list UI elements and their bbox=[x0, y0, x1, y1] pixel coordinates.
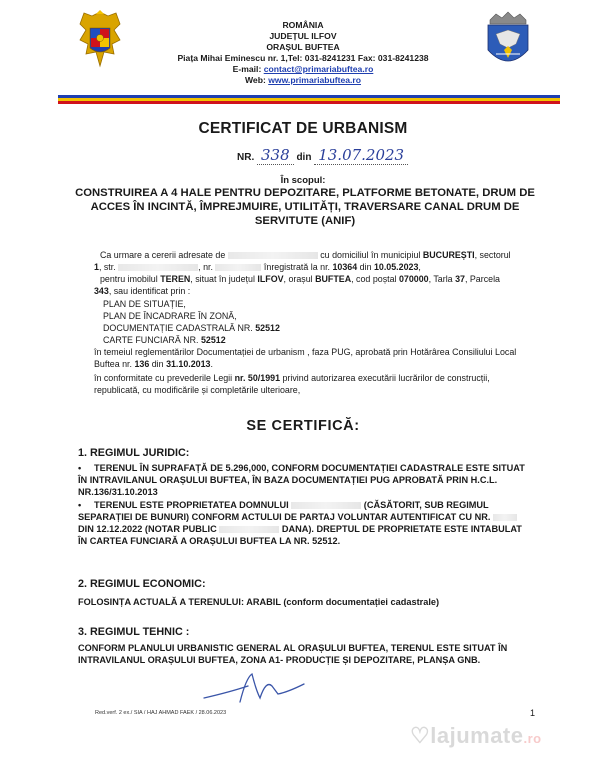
intro-line-3: pentru imobilul TEREN, situat în județul ILFOV, orașul BUFTEA, cod poștal 070000, Tarla 37, Parcela bbox=[100, 274, 500, 284]
doc-item-1: PLAN DE SITUAȚIE, bbox=[103, 299, 186, 309]
handwritten-number: 338 bbox=[257, 146, 294, 165]
doc-item-4: CARTE FUNCIARĂ NR. 52512 bbox=[103, 335, 226, 345]
header-town: ORAȘUL BUFTEA bbox=[266, 42, 340, 52]
redacted-owner bbox=[291, 502, 361, 509]
header-country: ROMÂNIA bbox=[282, 20, 324, 30]
se-certifica-heading: SE CERTIFICĂ: bbox=[246, 418, 360, 434]
temei-line-1: în temeiul reglementărilor Documentației de urbanism , faza PUG, aprobată prin Hotărârea Consiliului Local bbox=[94, 347, 517, 357]
scope-label: În scopul: bbox=[280, 175, 326, 186]
intro-line-2: 1, str. , nr. înregistrată la nr. 10364 din 10.05.2023, bbox=[94, 262, 421, 272]
bullet-icon: • bbox=[78, 463, 82, 473]
handwritten-date: 13.07.2023 bbox=[314, 146, 408, 165]
email-link[interactable]: contact@primariabuftea.ro bbox=[263, 64, 374, 74]
purpose-text: CONSTRUIREA A 4 HALE PENTRU DEPOZITARE, PLATFORME BETONATE, DRUM DE ACCES ÎN INCINTĂ, ÎMPREJMUIRE, UTILITĂȚI, TRAVERSARE CANAL DRUM DE SERVITUTE (ANIF) bbox=[75, 187, 535, 227]
intro-line-4: 343, sau identificat prin : bbox=[94, 286, 191, 296]
section-3-heading: 3. REGIMUL TEHNIC : bbox=[78, 626, 190, 638]
section-1-heading: 1. REGIMUL JURIDIC: bbox=[78, 447, 190, 459]
certificate-number: NR. 338 din 13.07.2023 bbox=[237, 146, 408, 164]
redacted-notary bbox=[219, 526, 279, 533]
section-3-text: CONFORM PLANULUI URBANISTIC GENERAL AL ORAȘULUI BUFTEA, TERENUL ESTE SITUAT ÎN INTRAVILANUL ORAȘULUI BUFTEA, ZONA A1- PRODUCȚIE ȘI DEPOZITARE, PLANȘA GNB. bbox=[78, 643, 508, 665]
bullet-icon: • bbox=[78, 500, 82, 510]
temei-line-2: Buftea nr. 136 din 31.10.2013. bbox=[94, 359, 213, 369]
buftea-coat-of-arms bbox=[482, 10, 534, 72]
conform-line-2: republicată, cu modificările și completările ulterioare, bbox=[94, 385, 301, 395]
section-2-text: FOLOSINȚA ACTUALĂ A TERENULUI: ARABIL (conform documentației cadastrale) bbox=[78, 597, 440, 607]
header-email: E-mail: contact@primariabuftea.ro bbox=[232, 64, 374, 74]
header-county: JUDEȚUL ILFOV bbox=[269, 31, 337, 41]
section-1-bullet-1: • TERENUL ÎN SUPRAFAȚĂ DE 5.296,000, CONFORM DOCUMENTAȚIEI CADASTRALE ESTE SITUAT ÎN INTRAVILANUL ORAȘULUI BUFTEA, ÎN BAZA DOCUMENTAȚIEI PUG APROBATĂ PRIN H.C.L. NR.136/31.10.2013 bbox=[78, 463, 525, 497]
footer-reference: Red.verf. 2 ex./ SIA / HAJ AHMAD FAEK / 28.06.2023 bbox=[95, 710, 227, 716]
header-address: Piața Mihai Eminescu nr. 1,Tel: 031-8241231 Fax: 031-8241238 bbox=[177, 53, 429, 63]
romania-coat-of-arms bbox=[76, 10, 124, 72]
lajumate-watermark: ♡lajumate.ro bbox=[410, 723, 542, 748]
section-1-bullet-2: • TERENUL ESTE PROPRIETATEA DOMNULUI (CĂSĂTORIT, SUB REGIMUL SEPARAȚIEI DE BUNURI) CONFORM ACTULUI DE PARTAJ VOLUNTAR AUTENTIFICAT CU NR. DIN 12.12.2022 (NOTAR PUBLIC DANA). DREPTUL DE PROPRIETATE ESTE INTABULAT ÎN CARTEA FUNCIARĂ A ORAȘULUI BUFTEA LA NR. 52512. bbox=[78, 500, 522, 546]
redacted-street bbox=[118, 264, 198, 271]
redacted-name bbox=[228, 252, 318, 259]
document-title: CERTIFICAT DE URBANISM bbox=[198, 120, 408, 137]
watermark-heart-icon: ♡ bbox=[410, 723, 431, 748]
handwritten-signature bbox=[200, 668, 310, 708]
redacted-number bbox=[215, 264, 261, 271]
header-web: Web: www.primariabuftea.ro bbox=[244, 75, 362, 85]
doc-item-2: PLAN DE ÎNCADRARE ÎN ZONĂ, bbox=[103, 311, 237, 321]
web-link[interactable]: www.primariabuftea.ro bbox=[268, 75, 362, 85]
tricolor-stripe-red bbox=[58, 101, 560, 104]
redacted-act-number bbox=[493, 514, 517, 521]
intro-line-1: Ca urmare a cererii adresate de cu domiciliul în municipiul BUCUREȘTI, sectorul bbox=[100, 250, 511, 260]
doc-item-3: DOCUMENTAȚIE CADASTRALĂ NR. 52512 bbox=[103, 323, 280, 333]
page-number: 1 bbox=[530, 708, 536, 718]
conform-line-1: în conformitate cu prevederile Legii nr. 50/1991 privind autorizarea executării lucrărilor de construcții, bbox=[94, 373, 490, 383]
section-2-heading: 2. REGIMUL ECONOMIC: bbox=[78, 578, 206, 590]
